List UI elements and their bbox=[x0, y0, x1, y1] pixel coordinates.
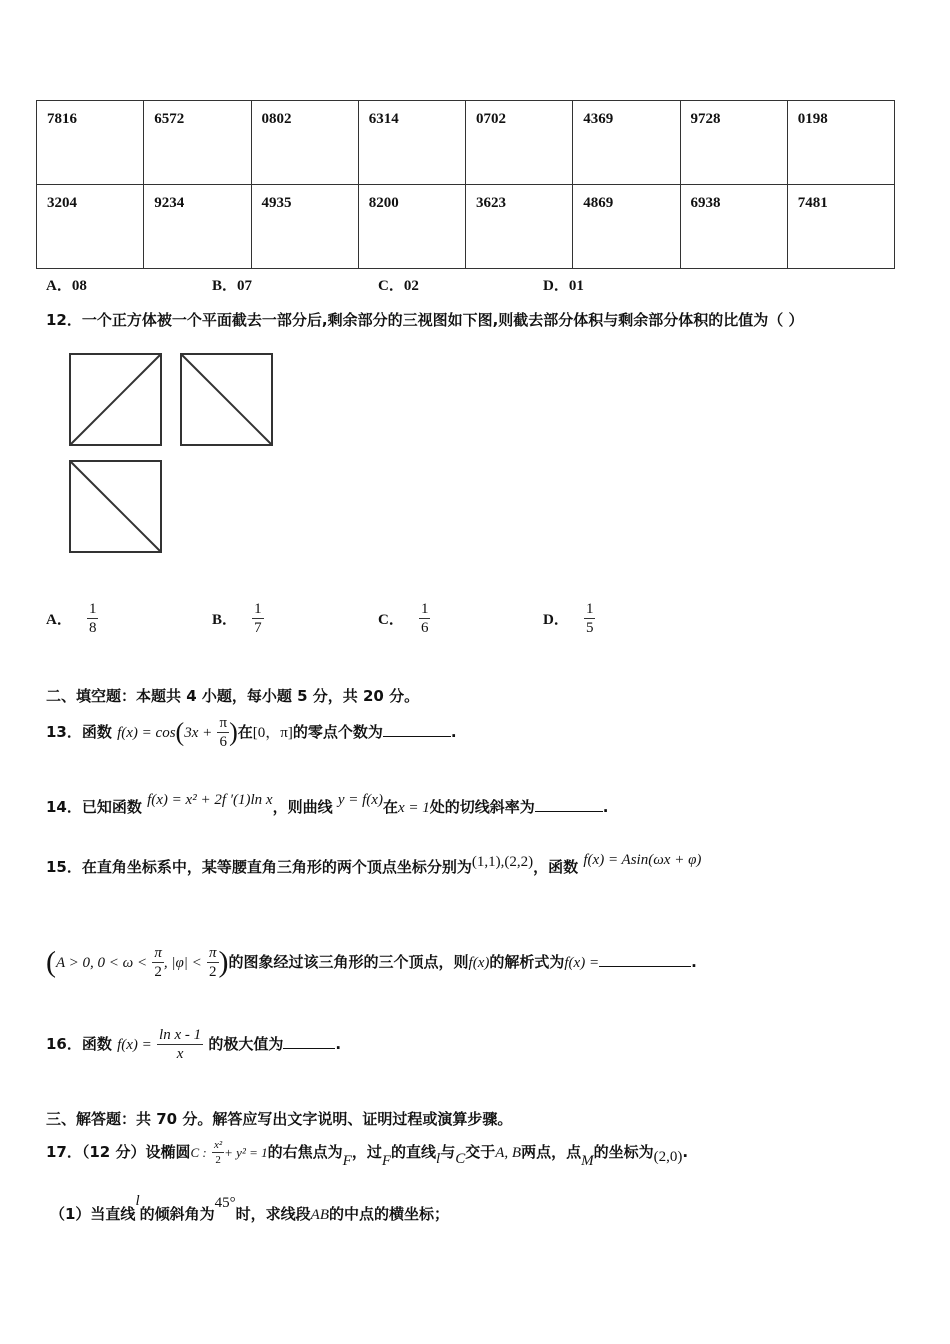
q12-option-c[interactable]: C． $\frac{1}{6}$ bbox=[378, 601, 429, 636]
table-cell: 7816 bbox=[37, 101, 144, 185]
q16: 16．函数 f(x) = $\frac{\text{ln x - 1}}{x}$ 的极大值为 . bbox=[46, 1027, 342, 1062]
answer-blank[interactable] bbox=[535, 797, 603, 812]
q17-part1: （1）当直线l的倾斜角为45°时，求线段AB的中点的横坐标； bbox=[50, 1193, 449, 1223]
q12-option-a[interactable]: A． $\frac{1}{8}$ bbox=[46, 601, 97, 636]
front-view-diagonal bbox=[70, 354, 161, 445]
side-view-diagonal bbox=[181, 354, 272, 445]
q11-option-b[interactable]: B．07 bbox=[212, 278, 253, 294]
q13: 13．函数 f(x) = cos(3x + $\frac{\pi}{6}$ )在[0，π]的零点个数为 . bbox=[46, 715, 457, 750]
table-cell: 0802 bbox=[251, 101, 358, 185]
q11-option-d[interactable]: D．01 bbox=[543, 278, 584, 294]
table-cell: 3623 bbox=[466, 185, 573, 269]
answer-blank[interactable] bbox=[283, 1034, 335, 1049]
table-cell: 6572 bbox=[144, 101, 251, 185]
table-row bbox=[37, 185, 895, 269]
answer-blank[interactable] bbox=[383, 722, 451, 737]
top-view-diagonal bbox=[70, 461, 161, 552]
answer-blank[interactable] bbox=[599, 952, 691, 967]
table-cell: 6938 bbox=[680, 185, 787, 269]
section-2-title: 二、填空题：本题共 4 小题，每小题 5 分，共 20 分。 bbox=[46, 687, 420, 705]
q17-stem: 17．（12 分）设椭圆C : $\frac{\text{x²}}{2}$ + y² = 1的右焦点为F，过F的直线l与C交于A, B两点，点M的坐标为(2,0). bbox=[46, 1139, 689, 1169]
random-number-table bbox=[36, 100, 895, 269]
table-cell: 0198 bbox=[787, 101, 894, 185]
table-cell: 7481 bbox=[787, 185, 894, 269]
table-cell: 9234 bbox=[144, 185, 251, 269]
table-cell: 4369 bbox=[573, 101, 680, 185]
table-cell: 3204 bbox=[37, 185, 144, 269]
table-cell: 4935 bbox=[251, 185, 358, 269]
table-cell: 4869 bbox=[573, 185, 680, 269]
section-3-title: 三、解答题：共 70 分。解答应写出文字说明、证明过程或演算步骤。 bbox=[46, 1110, 513, 1128]
q11-option-c[interactable]: C．02 bbox=[378, 278, 419, 294]
table-cell: 8200 bbox=[358, 185, 465, 269]
table-row bbox=[37, 101, 895, 185]
q12-option-d[interactable]: D． $\frac{1}{5}$ bbox=[543, 601, 594, 636]
three-view-diagram bbox=[68, 352, 278, 558]
table-cell: 9728 bbox=[680, 101, 787, 185]
table-cell: 0702 bbox=[466, 101, 573, 185]
q15-line1: 15．在直角坐标系中，某等腰直角三角形的两个顶点坐标分别为(1,1),(2,2)，函数 f(x) = Asin(ωx + φ) bbox=[46, 852, 702, 876]
q15-line2: (A > 0, 0 < ω < $\frac{\pi}{2}$ , |φ| < $\frac{\pi}{2}$ )的图象经过该三角形的三个顶点，则f(x)的解析式为f(x) = . bbox=[46, 945, 697, 980]
table-cell: 6314 bbox=[358, 101, 465, 185]
q11-option-a[interactable]: A．08 bbox=[46, 278, 87, 294]
q12-option-b[interactable]: B． $\frac{1}{7}$ bbox=[212, 601, 262, 636]
q14: 14．已知函数 f(x) = x² + 2f ′(1)ln x，则曲线 y = f(x)在x = 1处的切线斜率为 . bbox=[46, 792, 609, 816]
q12-stem: 12．一个正方体被一个平面截去一部分后,剩余部分的三视图如下图,则截去部分体积与剩余部分体积的比值为（ ） bbox=[46, 311, 804, 329]
